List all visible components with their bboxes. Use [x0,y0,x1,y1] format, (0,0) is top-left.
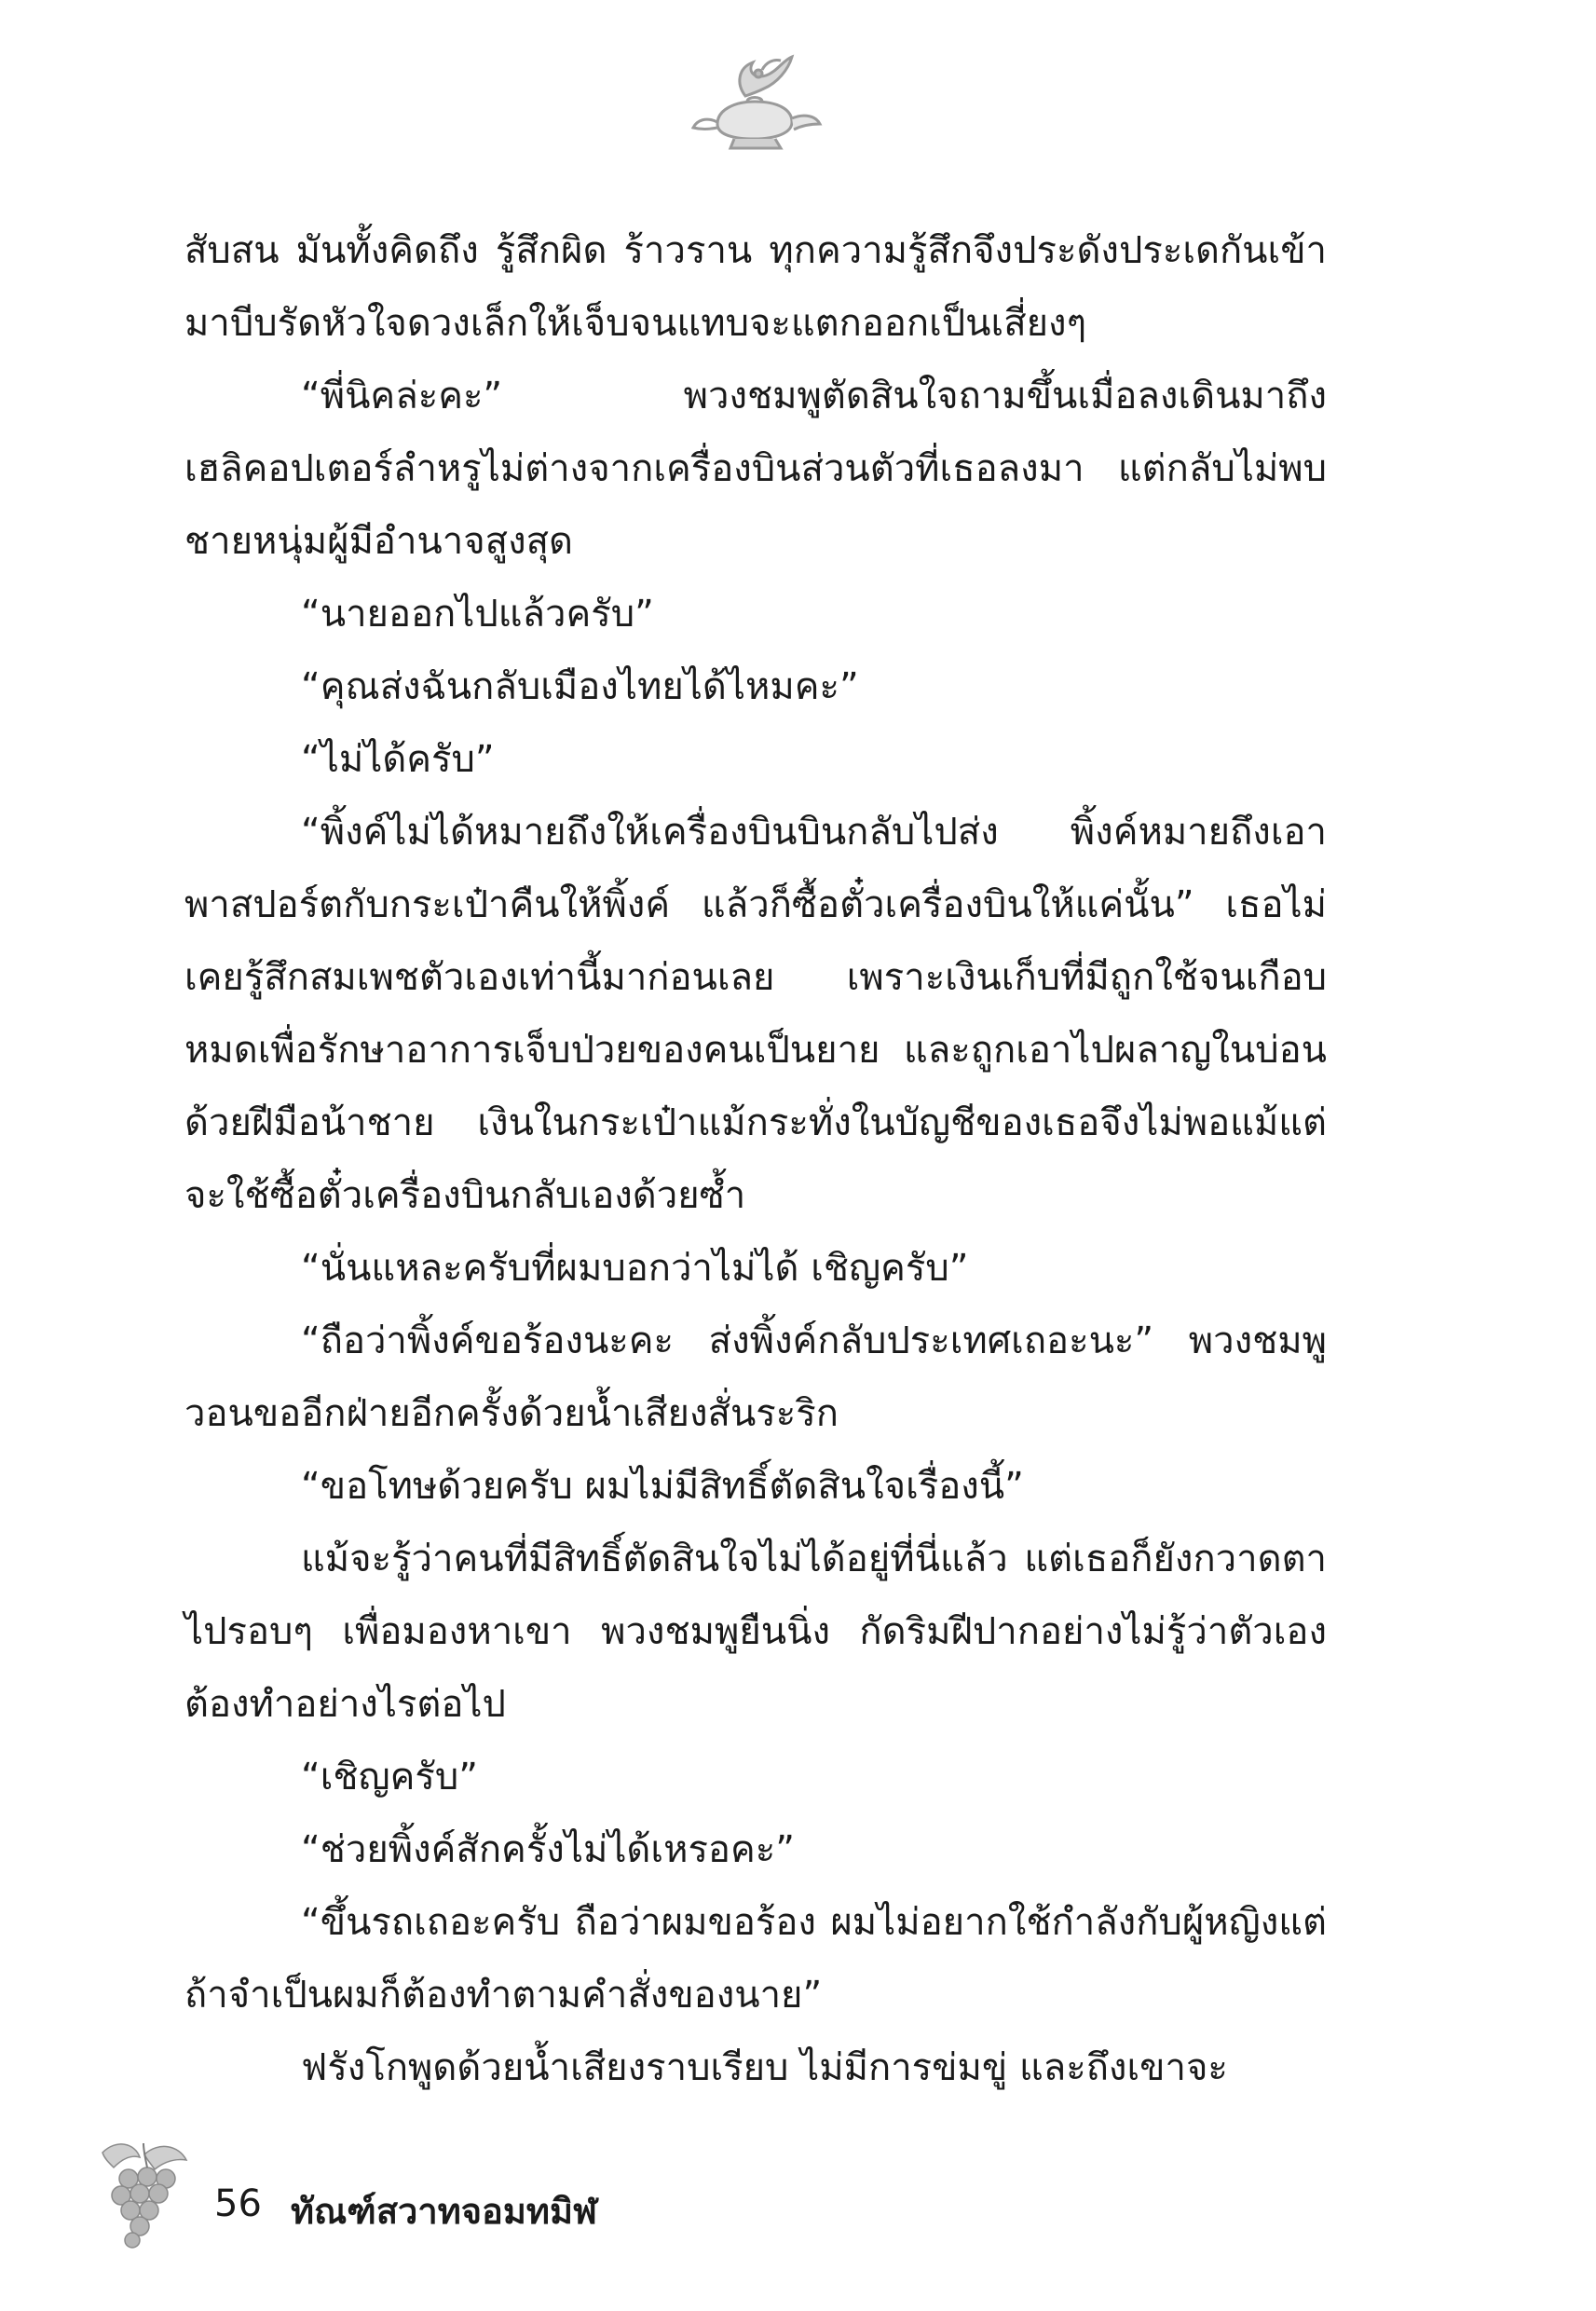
body-text [184,214,1327,2104]
paragraph: “ไม่ได้ครับ” [301,738,495,781]
paragraph: “ขึ้นรถเถอะครับ ถือว่าผมขอร้อง ผมไม่อยากใช้กำลังกับผู้หญิงแต่ถ้าจำเป็นผมก็ต้องทำตามคำสั่งของนาย” [184,1901,1327,2017]
page-number: 56 [214,2182,262,2225]
paragraph: “เชิญครับ” [301,1756,478,1798]
paragraph: “นั่นแหละครับที่ผมบอกว่าไม่ได้ เชิญครับ” [301,1247,969,1290]
paragraph: “ขอโทษด้วยครับ ผมไม่มีสิทธิ์ตัดสินใจเรื่องนี้” [301,1465,1024,1508]
grape-bunch-icon [93,2134,196,2255]
paragraph: “พิ้งค์ไม่ได้หมายถึงให้เครื่องบินบินกลับไปส่ง พิ้งค์หมายถึงเอาพาสปอร์ตกับกระเป๋าคืนให้พิ้งค์ แล้วก็ซื้อตั๋วเครื่องบินให้แค่นั้น” เธอไม่เคยรู้สึกสมเพชตัวเองเท่านี้มาก่อนเลย เพราะเงินเก็บที่มีถูกใช้จนเกือบหมดเพื่อรักษาอาการเจ็บป่วยของคนเป็นยาย และถูกเอาไปผลาญในบ่อนด้วยฝีมือน้าชาย เงินในกระเป๋าแม้กระทั่งในบัญชีของเธอจึงไม่พอแม้แต่จะใช้ซื้อตั๋วเครื่องบินกลับเองด้วยซ้ำ [184,811,1327,1217]
paragraph: สับสน มันทั้งคิดถึง รู้สึกผิด ร้าวราน ทุกความรู้สึกจึงประดังประเดกันเข้ามาบีบรัดหัวใจดวงเล็กให้เจ็บจนแทบจะแตกออกเป็นเสี่ยงๆ [184,229,1327,345]
page-footer [93,2134,745,2255]
paragraph: “คุณส่งฉันกลับเมืองไทยได้ไหมคะ” [301,665,859,708]
paragraph: “พี่นิคล่ะคะ” พวงชมพูตัดสินใจถามขึ้นเมื่อลงเดินมาถึงเฮลิคอปเตอร์ลำหรูไม่ต่างจากเครื่องบินส่วนตัวที่เธอลงมา แต่กลับไม่พบชายหนุ่มผู้มีอำนาจสูงสุด [184,375,1327,563]
paragraph: “ถือว่าพิ้งค์ขอร้องนะคะ ส่งพิ้งค์กลับประเทศเถอะนะ” พวงชมพูวอนขออีกฝ่ายอีกครั้งด้วยน้ำเสียงสั่นระริก [184,1320,1327,1435]
paragraph: ฟรังโกพูดด้วยน้ำเสียงราบเรียบ ไม่มีการข่มขู่ และถึงเขาจะ [301,2046,1228,2089]
paragraph: “นายออกไปแล้วครับ” [301,593,654,636]
lamp-with-genie-icon [680,51,829,158]
paragraph: แม้จะรู้ว่าคนที่มีสิทธิ์ตัดสินใจไม่ได้อยู่ที่นี่แล้ว แต่เธอก็ยังกวาดตาไปรอบๆ เพื่อมองหาเขา พวงชมพูยืนนิ่ง กัดริมฝีปากอย่างไม่รู้ว่าตัวเองต้องทำอย่างไรต่อไป [184,1538,1327,1726]
paragraph: “ช่วยพิ้งค์สักครั้งไม่ได้เหรอคะ” [301,1828,795,1871]
book-title: ทัณฑ์สวาทจอมทมิฬ [291,2191,597,2232]
